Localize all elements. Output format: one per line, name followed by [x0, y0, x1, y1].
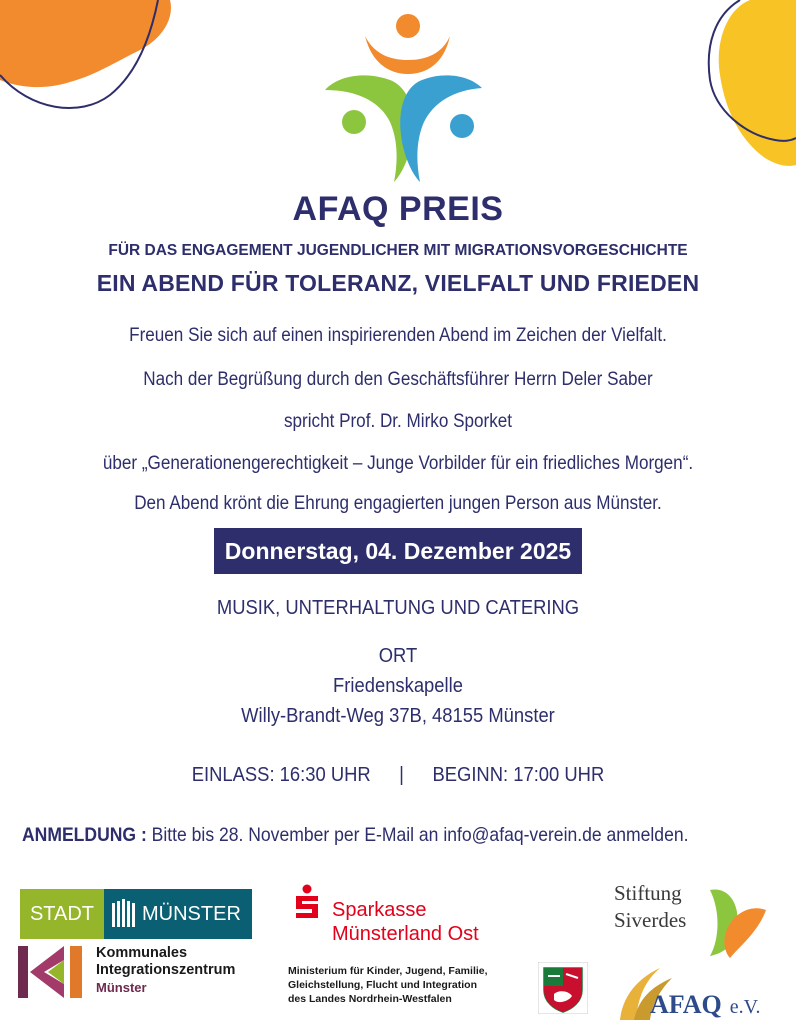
page-tagline: EIN ABEND FÜR TOLERANZ, VIELFALT UND FRIEDEN [96, 270, 700, 296]
sparkasse-icon [292, 884, 322, 920]
intro-line-3: spricht Prof. Dr. Mirko Sporket [283, 411, 513, 432]
intro-line-5: Den Abend krönt die Ehrung engagierten jungen Person aus Münster. [134, 493, 662, 514]
page-subtitle: FÜR DAS ENGAGEMENT JUGENDLICHER MIT MIGRATIONSVORGESCHICHTE [108, 242, 688, 259]
stiftung-leaf-icon [690, 880, 770, 960]
registration-text: Bitte bis 28. November per E-Mail an info@afaq-verein.de anmelden. [151, 824, 689, 846]
location-name: Friedenskapelle [333, 675, 463, 697]
stadt-label: STADT [20, 889, 104, 939]
entry-time: EINLASS: 16:30 UHR [191, 764, 371, 786]
location-address: Willy-Brandt-Weg 37B, 48155 Münster [241, 705, 555, 727]
decor-orange-blob [0, 0, 200, 120]
location-label: ORT [378, 645, 418, 667]
registration-label: ANMELDUNG : [22, 824, 147, 846]
event-program: MUSIK, UNTERHALTUNG UND CATERING [216, 597, 580, 619]
muenster-label: MÜNSTER [142, 902, 241, 925]
stadt-muenster-logo [20, 889, 252, 939]
sparkasse-text: Sparkasse Münsterland Ost [332, 899, 479, 945]
intro-line-1: Freuen Sie sich auf einen inspirierenden Abend im Zeichen der Vielfalt. [129, 325, 667, 346]
event-date-badge: Donnerstag, 04. Dezember 2025 [214, 528, 582, 574]
stiftung-siverdes-text: Stiftung Siverdes [614, 881, 687, 932]
ki-logo-icon [18, 946, 88, 998]
cathedral-icon [110, 899, 136, 929]
start-time: BEGINN: 17:00 UHR [432, 764, 605, 786]
afaq-ev-text: AFAQ e.V. [650, 990, 761, 1019]
time-separator: | [399, 764, 404, 786]
nrw-coat-of-arms-icon [538, 962, 588, 1014]
event-times [32, 764, 764, 787]
afaq-people-logo [320, 12, 486, 184]
intro-line-4: über „Generationengerechtigkeit – Junge Vorbilder für ein friedliches Morgen“. [102, 453, 694, 474]
ministry-text: Ministerium für Kinder, Jugend, Familie, Gleichstellung, Flucht und Integration des Landes Nordrhein-Westfalen [288, 965, 488, 1005]
intro-line-2: Nach der Begrüßung durch den Geschäftsführer Herrn Deler Saber [143, 369, 653, 390]
registration-note [22, 824, 688, 847]
decor-yellow-blob [690, 0, 796, 170]
ki-logo-text: Kommunales Integrationszentrum Münster [96, 945, 236, 995]
page-title: AFAQ PREIS [292, 190, 504, 228]
